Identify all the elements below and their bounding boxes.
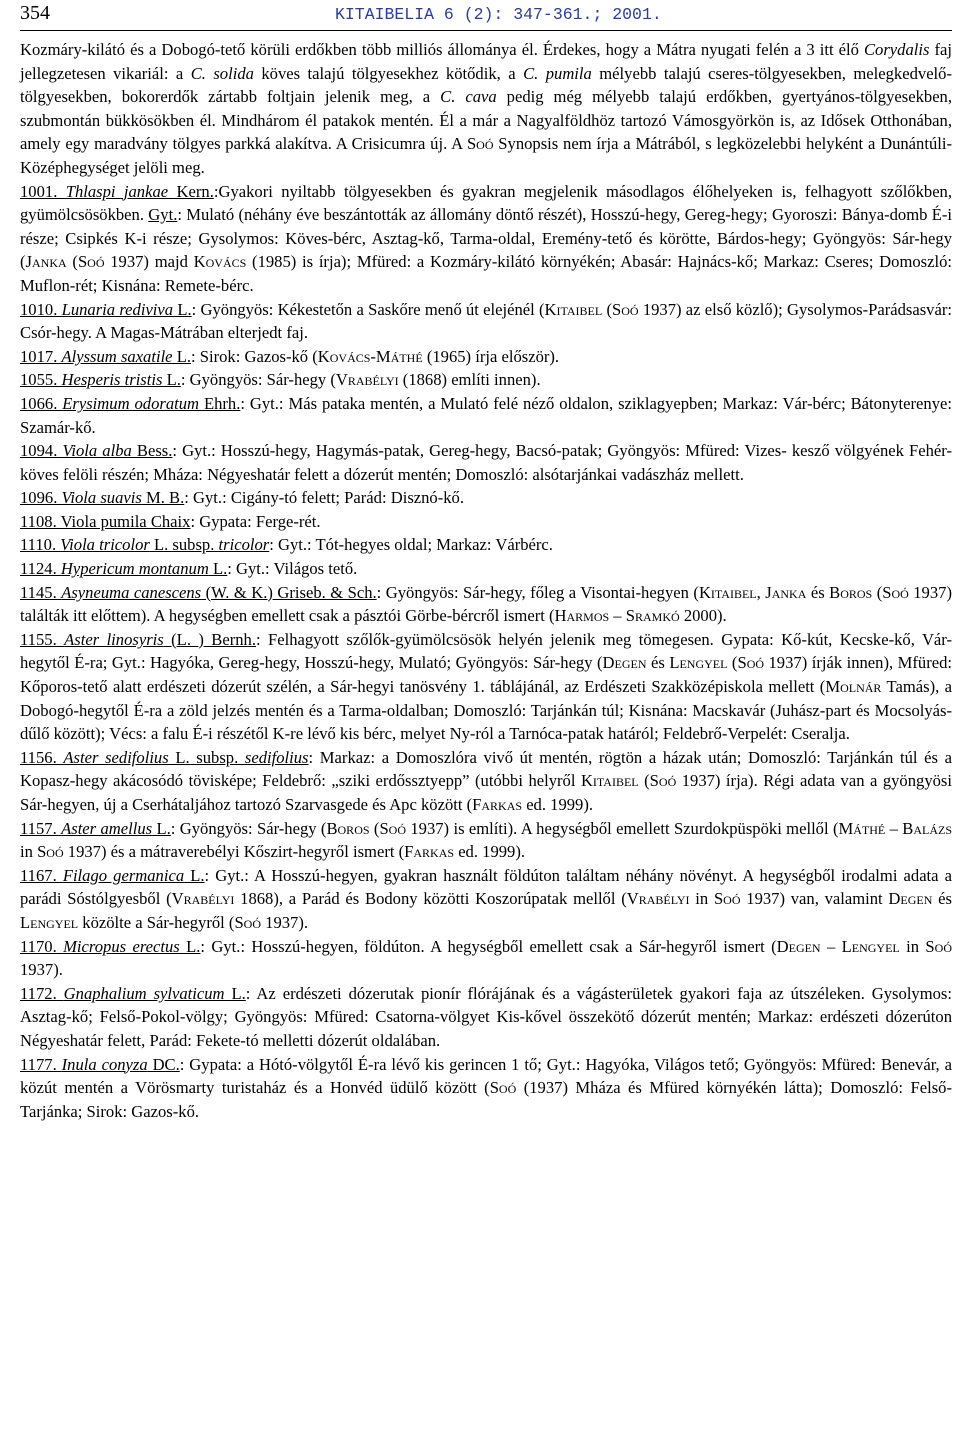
text-segment: 1094. <box>20 441 63 461</box>
text-segment: DC. <box>147 1054 180 1074</box>
taxon-name: sedifolius <box>244 747 309 767</box>
author-name: Kitaibel <box>698 582 757 602</box>
taxon-name: C. pumila <box>523 63 592 83</box>
species-entry-1010 <box>20 298 952 345</box>
author-name: Soó <box>713 889 741 909</box>
text-segment: L. <box>184 865 205 885</box>
article-body <box>20 38 952 1123</box>
text-segment: és <box>932 889 952 909</box>
text-segment: : Gyt.: A Hosszú-hegyen, gyakran használt földúton találtam néhány növényt. A hegységből irodalmi adata a parádi Sóstólgyesből ( <box>20 865 952 909</box>
author-name: Vrabélyi <box>171 889 235 909</box>
text-segment: Kozmáry-kilátó és a Dobogó-tető körüli erdőkben több milliós állománya él. Érdekes, hogy a Mátra nyugati felén a 3 itt élő <box>20 40 864 59</box>
text-segment: : Gyöngyös: Sár-hegy ( <box>170 818 327 838</box>
author-name: Boros <box>326 818 370 838</box>
text-segment: 1010. <box>20 299 62 319</box>
species-entry-1155 <box>20 628 952 746</box>
text-segment: : Gyt.: Hosszú-hegy, Hagymás-patak, Gereg-hegy, Bacsó-patak; Gyöngyös: Mfüred: Vizes- kesző völgyének Fehér-köves felöli részén; Mháza: Négyeshatár felett a dózerút mentén; Domoszló: alsótarjánkai vadászház mellett. <box>20 441 952 484</box>
taxon-name: Hypericum montanum <box>60 559 209 579</box>
text-segment: : Gyöngyös: Sár-hegy ( <box>180 370 336 390</box>
taxon-name: Gnaphalium sylvaticum <box>63 983 225 1003</box>
intro-paragraph <box>20 38 952 180</box>
author-name: Degen <box>602 653 647 673</box>
species-entry-1096 <box>20 486 952 510</box>
text-segment: 1937). <box>20 960 63 980</box>
taxon-name: Inula conyza <box>61 1054 148 1074</box>
author-name: Boros <box>829 582 873 602</box>
text-segment: 1937) az első közlő); Gysolymos-Parádsasvár: Csór-hegy. A Magas-Mátrában elterjedt faj. <box>20 299 952 343</box>
text-segment: 1066. <box>20 393 63 413</box>
text-segment: L. <box>173 299 192 319</box>
text-segment: (L. ) Bernh. <box>163 629 257 649</box>
author-name: Soó <box>612 299 639 319</box>
text-segment: : Gyöngyös: Kékestetőn a Saskőre menő út elejénél ( <box>191 299 545 319</box>
text-segment: 1937) majd <box>104 252 194 272</box>
species-entry-1156 <box>20 746 952 817</box>
author-name: Soó <box>37 842 64 862</box>
taxon-name: Viola suavis <box>61 488 142 508</box>
text-segment: L. <box>179 936 201 956</box>
species-entry-1110 <box>20 533 952 557</box>
author-name: Soó <box>379 818 406 838</box>
taxon-name: Micropus erectus <box>63 936 180 956</box>
text-segment: 1055. <box>20 370 62 390</box>
text-segment: : Gyt.: Világos tető. <box>227 559 358 579</box>
author-name: Soó <box>489 1078 517 1098</box>
text-segment: (1937) Mháza és Mfüred környékén látta); Domoszló: Felső-Tarjánka; Sirok: Gazos-kő. <box>20 1078 952 1121</box>
taxon-name: Aster sedifolius <box>63 747 169 767</box>
species-entry-1055 <box>20 368 952 392</box>
text-segment: 1167. <box>20 865 63 885</box>
text-segment: : Sirok: Gazos-kő ( <box>191 346 318 366</box>
text-segment: in <box>689 889 714 909</box>
text-segment: L. subsp. <box>149 535 219 555</box>
author-name: Soó <box>234 912 262 932</box>
author-name: Vrabélyi <box>335 370 399 390</box>
text-segment: 1110. <box>20 535 61 555</box>
author-name: Soó <box>466 134 494 154</box>
text-segment: : Felhagyott szőlők-gyümölcsösök helyén jelenik meg tömegesen. Gypata: Kő-kút, Kecske-kő, Vár-hegytől É-ra; Gyt.: Hagyóka, Gereg-hegy, Hosszú-hegy, Mulató; Gyöngyös: Sár-hegy ( <box>20 629 953 673</box>
text-segment: 1172. <box>20 983 64 1003</box>
text-segment: 1937) is említi). A hegységből emellett Szurdokpüspöki mellől ( <box>406 818 839 838</box>
author-name: Soó <box>649 771 677 791</box>
species-entry-1170 <box>20 935 952 982</box>
page-header <box>20 2 952 30</box>
author-name: Lengyel <box>20 912 79 932</box>
species-entry-1108 <box>20 510 952 534</box>
text-segment: M. B. <box>141 488 185 508</box>
text-segment: pedig még mélyebb talajú erdőkben, gyertyános-tölgyesekben, szubmontán bükkösökben él. Mindhárom él patakok mentén. Él a már a Nagyalföldhöz tartozó Vámosgyörkön is, az Idősek Otthonában, amely egy maradvány tölgyes parkká alakítva. A Crisicumra új. A <box>20 87 952 154</box>
text-segment: (1868) említi innen). <box>398 370 541 390</box>
taxon-name: Hesperis tristis <box>61 370 163 390</box>
text-segment: 1170. <box>20 936 64 956</box>
species-entry-1157 <box>20 817 952 864</box>
author-name: Soó <box>882 582 909 602</box>
text-segment: L. <box>152 818 171 838</box>
text-segment: in <box>899 936 926 956</box>
text-segment: L. <box>208 559 228 579</box>
species-entry-1145 <box>20 581 952 628</box>
text-segment: 1108. Viola pumila Chaix <box>20 511 191 531</box>
text-segment: Synopsis nem írja a Mátrából, s legközelebbi helyként a Dunántúli-Középhegységet jelöli meg. <box>20 134 952 177</box>
species-entry-1124 <box>20 557 952 581</box>
text-segment: ( <box>638 771 650 791</box>
author-name: Farkas <box>404 842 455 862</box>
author-name: Vrabélyi <box>626 889 690 909</box>
text-segment: : Gypata: Ferge-rét. <box>190 511 321 531</box>
taxon-name: Erysimum odoratum <box>62 393 200 413</box>
journal-citation: KITAIBELIA 6 (2): 347-361.; 2001. <box>335 5 662 24</box>
author-name: Soó <box>77 252 105 272</box>
taxon-name: Viola tricolor <box>60 535 150 555</box>
text-segment: ( <box>872 582 883 602</box>
text-segment: Gyt. <box>148 205 178 225</box>
text-segment: , <box>756 582 766 602</box>
text-segment: ( <box>369 818 380 838</box>
author-name: Kovács <box>193 252 247 272</box>
text-segment: : Gyt.: Cigány-tó felett; Parád: Disznó-kő. <box>184 488 465 508</box>
text-segment: Tamás), a Dobogó-hegytől É-ra a zöld jelzés mentén és a Tarma-oldalban; Domoszló: Tarjánkán túl; Kisnána: Macskavár (Juhász-part és Mocsolyás-dűlő között); Vécs: a falu É-i részétől K-re lévő kis bérc, melyet Ny-ról a Tarnóca-patak határól; Feldebrő-Verpelét: Cseralja. <box>20 677 953 744</box>
text-segment: 1017. <box>20 346 62 366</box>
text-segment: in <box>20 842 38 862</box>
author-name: Máthé – Balázs <box>838 818 953 838</box>
text-segment: Kern. <box>168 181 214 201</box>
author-name: Kitaibel <box>580 771 639 791</box>
text-segment: ed. 1999). <box>454 842 526 862</box>
species-entry-1172 <box>20 982 952 1053</box>
species-entry-1066 <box>20 392 952 439</box>
text-segment: 1937). <box>261 912 309 932</box>
text-segment: közölte a Sár-hegyről ( <box>78 912 235 932</box>
author-name: Farkas <box>472 795 523 814</box>
text-segment: ed. 1999). <box>522 795 594 814</box>
text-segment: köves talajú tölgyesekhez kötődik, a <box>253 63 524 83</box>
author-name: Harmos – Sramkó <box>554 606 680 626</box>
text-segment: : Gyt.: Hosszú-hegyen, földúton. A hegységből emellett csak a Sár-hegyről ismert ( <box>200 936 777 956</box>
text-segment: 1937) és a mátraverebélyi Kőszirt-hegyről ismert ( <box>63 842 405 862</box>
text-segment: 1124. <box>20 559 61 579</box>
text-segment: 1937) találták itt előttem). A hegységben emellett csak a pásztói Görbe-bércről ismert ( <box>20 582 952 626</box>
taxon-name: Aster linosyris <box>64 629 164 649</box>
text-segment: : Gypata: a Hótó-völgytől É-ra lévő kis gerincen 1 tő; Gyt.: Hagyóka, Világos tető; Gyöngyös: Mfüred: Benevár, a közút mentén a Vörösmarty turistaház és a Honvéd üdülő között ( <box>20 1054 952 1098</box>
text-segment: 1937) van, valamint <box>740 889 889 909</box>
taxon-name: C. cava <box>440 87 497 107</box>
text-segment: 1937) írják innen), Mfüred: Kőporos-tető alatt erdészeti dózerút szélén, a Sár-hegyi tanösvény 1. táblájánál, az Erdészeti Szakközépiskola mellett ( <box>20 653 952 697</box>
text-segment: 1156. <box>20 747 64 767</box>
text-segment: 1937) írja). Régi adata van a gyöngyösi Sár-hegyen, új a Cserhátaljához tartozó Szarvasgede és Apc között ( <box>20 771 952 814</box>
text-segment: 1157. <box>20 818 62 838</box>
species-entry-1177 <box>20 1053 952 1124</box>
taxon-name: tricolor <box>218 535 270 555</box>
author-name: Soó <box>737 653 765 673</box>
species-entry-1017 <box>20 345 952 369</box>
author-name: Lengyel <box>669 653 728 673</box>
text-segment: : Gyöngyös: Sár-hegy, főleg a Visontai-hegyen ( <box>376 582 699 602</box>
species-entry-1167 <box>20 864 952 935</box>
author-name: Kitaibel <box>544 299 603 319</box>
text-segment: ( <box>66 252 78 272</box>
text-segment: mélyebb talajú cseres-tölgyesekben, melegkedvelő-tölgyesekben, bokorerdők zártabb foltjain jelenik meg, a <box>20 63 952 107</box>
taxon-name: Viola alba <box>62 441 132 461</box>
text-segment: 1155. <box>20 629 65 649</box>
text-segment: : Markaz: a Domoszlóra vivő út mentén, rögtön a házak után; Domoszló: Tarjánkán túl és a Kopasz-hegy akácosódó tövisképe; Feldebrő: „sziki erdőssztyepp” (utóbbi helyről <box>20 747 953 791</box>
text-segment: (1965) írja először). <box>422 346 560 366</box>
taxon-name: Thlaspi jankae <box>65 181 169 201</box>
text-segment: : Gyt.: Más pataka mentén, a Mulató felé néző oldalon, sziklagyepben; Markaz: Vár-bérc; Bátonyterenye: Szamár-kő. <box>20 393 952 437</box>
text-segment: és <box>806 582 830 602</box>
text-segment: L. subsp. <box>168 747 245 767</box>
author-name: Molnár <box>825 677 882 697</box>
text-segment: (W. & K.) Griseb. & Sch. <box>201 582 377 602</box>
taxon-name: Aster amellus <box>61 818 153 838</box>
text-segment: :Gyakori nyiltabb tölgyesekben és gyakran megjelenik másodlagos élőhelyeken is, felhagyott szőlőkben, gyümölcsösökben. <box>20 181 952 225</box>
text-segment: : Mulató (néhány éve beszántották az állomány döntő részét), Hosszú-hegy, Gereg-hegy; Gyoroszi: Bánya-domb É-i része; Csipkés K-i része; Gysolymos: Köves-bérc, Asztag-kő, Tarma-oldal, Eremény-tető és körötte, Bárdos-hegy; Gyöngyös: Sár-hegy ( <box>20 205 952 272</box>
taxon-name: Corydalis <box>863 40 930 59</box>
journal-page <box>20 0 952 1454</box>
text-segment: (1985) is írja); Mfüred: a Kozmáry-kilátó környékén; Abasár: Hajnács-kő; Markaz: Cseres; Domoszló: Muflon-rét; Kisnána: Remete-bérc. <box>20 252 952 295</box>
text-segment: 1177. <box>20 1054 62 1074</box>
page-number: 354 <box>20 2 50 24</box>
author-name: Soó <box>925 936 952 956</box>
species-entry-1094 <box>20 439 952 486</box>
text-segment: 1868), a Parád és Bodony közötti Koszorúpatak mellől ( <box>234 889 627 909</box>
author-name: Janka <box>765 582 807 602</box>
header-rule <box>20 30 952 31</box>
text-segment: L. <box>162 370 181 390</box>
author-name: Degen <box>888 889 933 909</box>
author-name: Kovács-Máthé <box>317 346 423 366</box>
species-entry-1001 <box>20 180 952 298</box>
text-segment: ( <box>602 299 612 319</box>
text-segment: 2000). <box>679 606 727 626</box>
taxon-name: Asyneuma canescens <box>61 582 202 602</box>
text-segment: 1145. <box>20 582 62 602</box>
text-segment: L. <box>224 983 246 1003</box>
author-name: Janka <box>25 252 67 272</box>
text-segment: : Gyt.: Tót-hegyes oldal; Markaz: Várbérc. <box>269 535 553 555</box>
taxon-name: C. solida <box>190 63 254 83</box>
text-segment: ( <box>727 653 738 673</box>
text-segment: faj jellegzetesen vikariál: a <box>20 40 952 83</box>
text-segment: Ehrh. <box>199 393 241 413</box>
author-name: Degen – Lengyel <box>776 936 900 956</box>
taxon-name: Lunaria rediviva <box>61 299 174 319</box>
text-segment: 1096. <box>20 488 62 508</box>
text-segment: 1001. <box>20 181 66 201</box>
text-segment: és <box>646 653 670 673</box>
taxon-name: Alyssum saxatile <box>61 346 173 366</box>
text-segment: : Az erdészeti dózerutak pionír flórájának és a vágásterületek gyakori faja az útszéleken. Gysolymos: Asztag-kő; Felső-Pokol-völgy; Gyöngyös: Mfüred: Csatorna-völgyet Kis-kővel összekötő dózerút mentén; Markaz: erdészeti dózerúton Négyeshatár felett, Parád: Fekete-tó melletti dózerút oldalában. <box>20 983 952 1050</box>
taxon-name: Filago germanica <box>62 865 185 885</box>
text-segment: Bess. <box>131 441 173 461</box>
text-segment: L. <box>172 346 191 366</box>
